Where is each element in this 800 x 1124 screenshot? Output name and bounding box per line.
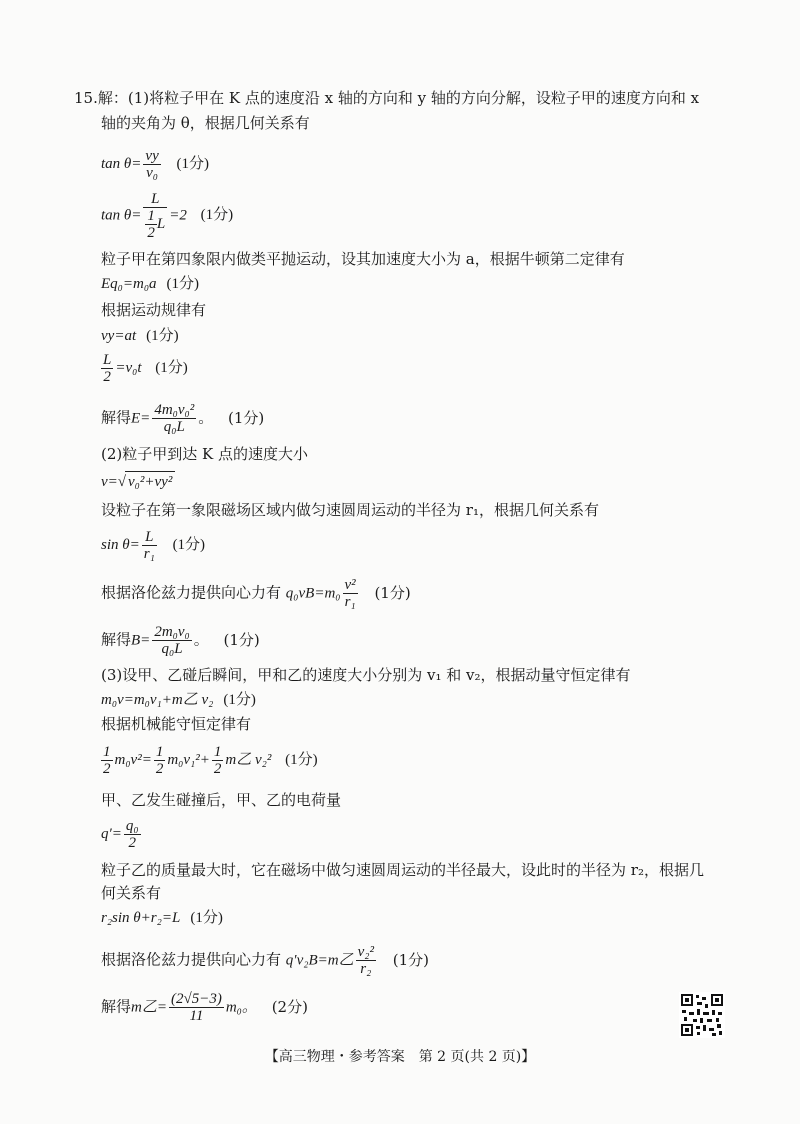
line-charge: 甲、乙发生碰撞后，甲、乙的电荷量 [101,791,342,809]
eq-solve-E: 解得E= $\frac{\text{4m₀v₀²}}{\text{q₀L}}$ 。 (1分) [101,402,265,435]
page-footer: 【高三物理・参考答案 第 2 页(共 2 页)】 [264,1049,536,1065]
eq-newton: Eq₀=m₀a (1分) [101,276,200,292]
eq-geometry-r2: r₂sin θ+r₂=L (1分) [101,910,223,926]
line-motion-rule: 根据运动规律有 [101,301,207,319]
eq-v-magnitude: v=√ v₀²+vy² [101,471,175,492]
eq-sin-theta: sin θ= $\frac{L}{\text{r₁}}$ (1分) [101,529,206,562]
line-max-mass-2: 何关系有 [101,884,162,902]
eq-tan-theta-1: tan θ= $\frac{vy}{\text{v₀}}$ (1分) [101,148,209,181]
line-acceleration: 粒子甲在第四象限内做类平抛运动，设其加速度大小为 a，根据牛顿第二定律有 [101,250,625,268]
line-max-mass: 粒子乙的质量最大时，它在磁场中做匀速圆周运动的半径最大，设此时的半径为 r₂，根据几 [101,861,704,879]
eq-half-L: $\frac{L}{2}$ =v₀t (1分) [103,352,188,385]
qr-code-icon [679,992,725,1038]
line-energy-rule: 根据机械能守恒定律有 [101,715,252,733]
q15-intro-line: 15.解：(1)将粒子甲在 K 点的速度沿 x 轴的方向和 y 轴的方向分解，设粒子甲的速度方向和 x [74,89,700,107]
line-part3: (3)设甲、乙碰后瞬间，甲和乙的速度大小分别为 v₁ 和 v₂，根据动量守恒定律有 [101,666,631,684]
eq-energy: $\frac{1}{2}$ m₀v²= $\frac{1}{2}$ m₀v₁²+ $\frac{1}{2}$ m乙 v₂² (1分) [103,744,318,777]
eq-lorentz-1: 根据洛伦兹力提供向心力有 q₀vB=m₀ $\frac{\text{v²}}{\text{r₁}}$ (1分) [101,577,411,610]
q15-intro-line-2: 轴的夹角为 θ，根据几何关系有 [101,114,310,132]
line-radius-r1: 设粒子在第一象限磁场区域内做匀速圆周运动的半径为 r₁，根据几何关系有 [101,501,599,519]
eq-solve-B: 解得B= $\frac{\text{2m₀v₀}}{\text{q₀L}}$ 。 (1分) [101,624,260,657]
eq-tan-theta-2: tan θ= L $\frac{1}{2}$ L =2 (1分) [101,191,234,241]
eq-lorentz-2: 根据洛伦兹力提供向心力有 q′v₂B=m乙 $\frac{\text{v₂²}}{\text{r₂}}$ (1分) [101,944,429,977]
eq-q-prime: q′= $\frac{\text{q₀}}{2}$ [101,818,139,851]
eq-momentum: m₀v=m₀v₁+m乙 v₂ (1分) [101,692,256,708]
eq-solve-m: 解得m乙= $\frac{(2√5-3)}{11}$ m₀。 (2分) [101,991,308,1024]
line-part2: (2)粒子甲到达 K 点的速度大小 [101,445,308,463]
eq-vy: vy=at (1分) [101,328,179,344]
